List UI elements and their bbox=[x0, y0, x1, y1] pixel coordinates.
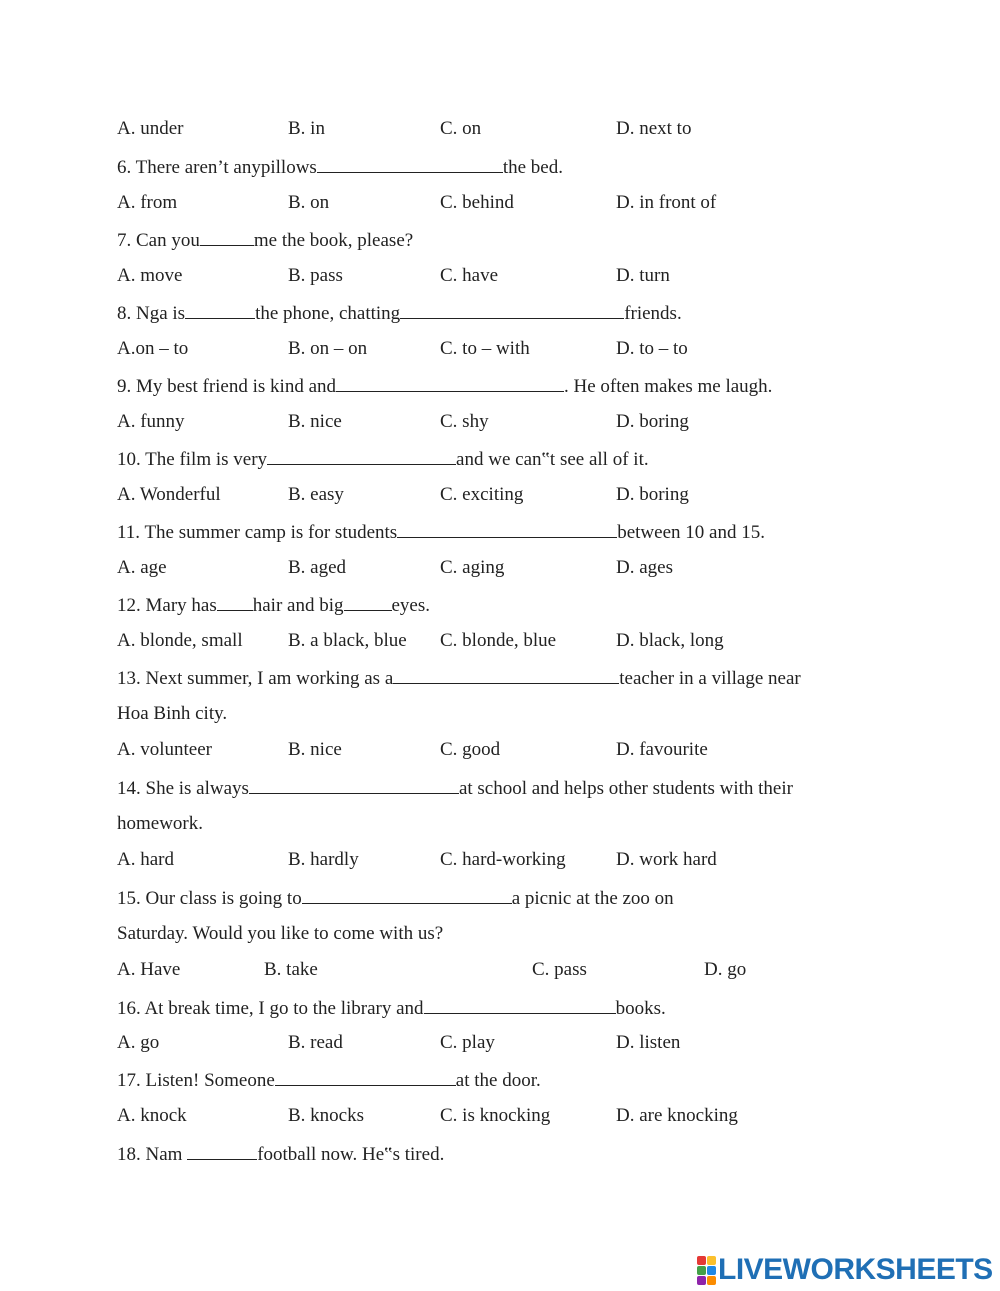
q14-option-b[interactable]: B. hardly bbox=[288, 849, 359, 870]
q5-option-c[interactable]: C. on bbox=[440, 118, 482, 139]
question-text: 13. Next summer, I am working as a bbox=[117, 668, 394, 689]
q10-option-c[interactable]: C. exciting bbox=[440, 484, 524, 505]
question-6 bbox=[117, 155, 563, 179]
question-text: pillows bbox=[260, 157, 317, 178]
logo-blocks-icon bbox=[697, 1256, 716, 1285]
question-15 bbox=[117, 886, 674, 910]
q17-option-c[interactable]: C. is knocking bbox=[440, 1105, 551, 1126]
q17-option-b[interactable]: B. knocks bbox=[288, 1105, 364, 1126]
question-13 bbox=[117, 666, 801, 690]
q15-option-c[interactable]: C. pass bbox=[532, 959, 587, 980]
q7-option-d[interactable]: D. turn bbox=[616, 265, 670, 286]
question-14-line2: homework. bbox=[117, 813, 204, 834]
answer-blank[interactable] bbox=[400, 301, 624, 319]
q11-option-c[interactable]: C. aging bbox=[440, 557, 505, 578]
q17-option-d[interactable]: D. are knocking bbox=[616, 1105, 738, 1126]
question-text: . He often makes me laugh. bbox=[564, 376, 773, 397]
question-text: at school and helps other students with their bbox=[458, 778, 793, 799]
q15-option-d[interactable]: D. go bbox=[704, 959, 747, 980]
q15-option-b[interactable]: B. take bbox=[264, 959, 318, 980]
question-text: at the door. bbox=[455, 1070, 541, 1091]
question-9 bbox=[117, 374, 772, 398]
q11-option-d[interactable]: D. ages bbox=[616, 557, 673, 578]
logo-block bbox=[707, 1276, 716, 1285]
logo-block bbox=[697, 1256, 706, 1265]
q6-option-b[interactable]: B. on bbox=[288, 192, 330, 213]
q5-option-d[interactable]: D. next to bbox=[616, 118, 692, 139]
question-text: hair and big bbox=[252, 595, 344, 616]
q9-option-b[interactable]: B. nice bbox=[288, 411, 342, 432]
q9-option-a[interactable]: A. funny bbox=[117, 411, 185, 432]
q7-option-a[interactable]: A. move bbox=[117, 265, 183, 286]
question-text: 12. Mary has bbox=[117, 595, 217, 616]
answer-blank[interactable] bbox=[187, 1142, 257, 1160]
q8-option-d[interactable]: D. to – to bbox=[616, 338, 688, 359]
q8-option-c[interactable]: C. to – with bbox=[440, 338, 530, 359]
q6-option-a[interactable]: A. from bbox=[117, 192, 178, 213]
q14-option-a[interactable]: A. hard bbox=[117, 849, 174, 870]
q17-option-a[interactable]: A. knock bbox=[117, 1105, 187, 1126]
question-18 bbox=[117, 1142, 444, 1166]
question-text: a picnic at the zoo on bbox=[511, 888, 674, 909]
answer-blank[interactable] bbox=[217, 593, 253, 611]
answer-blank[interactable] bbox=[275, 1068, 456, 1086]
q8-option-b[interactable]: B. on – on bbox=[288, 338, 368, 359]
answer-blank[interactable] bbox=[185, 301, 255, 319]
q16-option-a[interactable]: A. go bbox=[117, 1032, 160, 1053]
question-7 bbox=[117, 228, 413, 252]
question-text: friends. bbox=[624, 303, 682, 324]
q8-option-a[interactable]: A.on – to bbox=[117, 338, 189, 359]
question-text: eyes. bbox=[391, 595, 431, 616]
question-text: 16. At break time, I go to the library and bbox=[117, 998, 424, 1019]
answer-blank[interactable] bbox=[249, 776, 459, 794]
q13-option-b[interactable]: B. nice bbox=[288, 739, 342, 760]
q10-option-b[interactable]: B. easy bbox=[288, 484, 344, 505]
question-text: 15. Our class is going to bbox=[117, 888, 302, 909]
question-text: 17. Listen! Someone bbox=[117, 1070, 275, 1091]
answer-blank[interactable] bbox=[397, 520, 617, 538]
question-8 bbox=[117, 301, 682, 325]
question-11 bbox=[117, 520, 765, 544]
q14-option-d[interactable]: D. work hard bbox=[616, 849, 717, 870]
question-text: books. bbox=[615, 998, 666, 1019]
q9-option-d[interactable]: D. boring bbox=[616, 411, 689, 432]
answer-blank[interactable] bbox=[336, 374, 564, 392]
question-13-line2: Hoa Binh city. bbox=[117, 703, 228, 724]
question-text: 10. The film is very bbox=[117, 449, 268, 470]
question-16 bbox=[117, 996, 666, 1020]
question-text: 8. Nga is bbox=[117, 303, 186, 324]
answer-blank[interactable] bbox=[344, 593, 392, 611]
answer-blank[interactable] bbox=[267, 447, 456, 465]
question-text: football now. He‟s tired. bbox=[257, 1144, 445, 1165]
q12-option-d[interactable]: D. black, long bbox=[616, 630, 724, 651]
logo-block bbox=[707, 1256, 716, 1265]
question-17 bbox=[117, 1068, 541, 1092]
answer-blank[interactable] bbox=[424, 996, 616, 1014]
answer-blank[interactable] bbox=[393, 666, 619, 684]
q12-option-a[interactable]: A. blonde, small bbox=[117, 630, 243, 651]
q16-option-b[interactable]: B. read bbox=[288, 1032, 343, 1053]
q13-option-d[interactable]: D. favourite bbox=[616, 739, 708, 760]
question-text: the bed. bbox=[502, 157, 563, 178]
q10-option-d[interactable]: D. boring bbox=[616, 484, 689, 505]
question-14 bbox=[117, 776, 793, 800]
q5-option-a[interactable]: A. under bbox=[117, 118, 184, 139]
question-text: between 10 and 15. bbox=[617, 522, 765, 543]
question-text: 9. My best friend is kind and bbox=[117, 376, 337, 397]
answer-blank[interactable] bbox=[200, 228, 254, 246]
q13-option-a[interactable]: A. volunteer bbox=[117, 739, 212, 760]
question-text: 6. There aren’t any bbox=[117, 157, 261, 178]
question-10 bbox=[117, 447, 649, 471]
q11-option-a[interactable]: A. age bbox=[117, 557, 167, 578]
question-text: me the book, please? bbox=[253, 230, 414, 251]
q12-option-c[interactable]: C. blonde, blue bbox=[440, 630, 557, 651]
q7-option-c[interactable]: C. have bbox=[440, 265, 499, 286]
q6-option-d[interactable]: D. in front of bbox=[616, 192, 717, 213]
q13-option-c[interactable]: C. good bbox=[440, 739, 501, 760]
logo-block bbox=[697, 1266, 706, 1275]
question-text: the phone, chatting bbox=[255, 303, 401, 324]
liveworksheets-logo[interactable] bbox=[697, 1254, 993, 1286]
question-text: 18. Nam bbox=[117, 1144, 183, 1165]
q9-option-c[interactable]: C. shy bbox=[440, 411, 489, 432]
question-12 bbox=[117, 593, 430, 617]
q10-option-a[interactable]: A. Wonderful bbox=[117, 484, 221, 505]
question-15-line2: Saturday. Would you like to come with us? bbox=[117, 923, 444, 944]
question-text: and we can‟t see all of it. bbox=[456, 449, 649, 470]
q11-option-b[interactable]: B. aged bbox=[288, 557, 347, 578]
question-text: 7. Can you bbox=[117, 230, 200, 251]
q6-option-c[interactable]: C. behind bbox=[440, 192, 514, 213]
logo-block bbox=[697, 1276, 706, 1285]
q15-option-a[interactable]: A. Have bbox=[117, 959, 181, 980]
logo-text: LIVEWORKSHEETS bbox=[718, 1253, 993, 1286]
q12-option-b[interactable]: B. a black, blue bbox=[288, 630, 407, 651]
answer-blank[interactable] bbox=[302, 886, 512, 904]
question-text: teacher in a village near bbox=[619, 668, 801, 689]
logo-block bbox=[707, 1266, 716, 1275]
question-text: 14. She is always bbox=[117, 778, 249, 799]
q16-option-d[interactable]: D. listen bbox=[616, 1032, 681, 1053]
question-text: 11. The summer camp is for students bbox=[117, 522, 398, 543]
q16-option-c[interactable]: C. play bbox=[440, 1032, 495, 1053]
q7-option-b[interactable]: B. pass bbox=[288, 265, 343, 286]
q14-option-c[interactable]: C. hard-working bbox=[440, 849, 566, 870]
answer-blank[interactable] bbox=[317, 155, 503, 173]
q5-option-b[interactable]: B. in bbox=[288, 118, 325, 139]
